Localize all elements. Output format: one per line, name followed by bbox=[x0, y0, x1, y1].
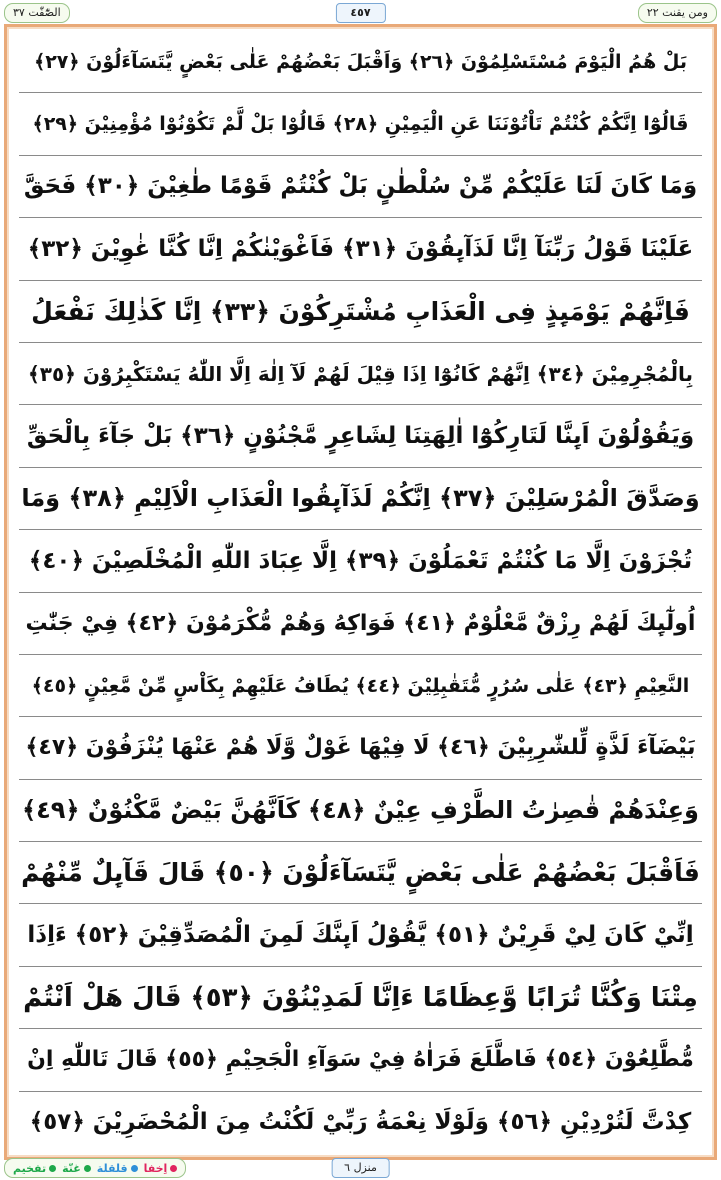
verse-line: مُّطَّلِعُوْنَ ﴿٥٤﴾ فَاطَّلَعَ فَرَاٰهُ فِيْ سَوَآءِ الْجَحِيْمِ ﴿٥٥﴾ قَالَ تَاللّٰهِ اِنْ bbox=[19, 1029, 702, 1091]
verse-line: فَاَقْبَلَ بَعْضُهُمْ عَلٰى بَعْضٍ يَّتَسَآءَلُوْنَ ﴿٥٠﴾ قَالَ قَآىِٕلٌ مِّنْهُمْ bbox=[19, 842, 702, 904]
verse-lines bbox=[19, 31, 702, 1153]
legend-dot-icon bbox=[84, 1165, 91, 1172]
juz-name-tag: ومن يقنت ٢٢ bbox=[638, 3, 717, 23]
legend-item-qalqala bbox=[97, 1162, 138, 1175]
tajweed-legend bbox=[4, 1158, 186, 1178]
verse-line: تُجْزَوْنَ اِلَّا مَا كُنْتُمْ تَعْمَلُوْنَ ﴿٣٩﴾ اِلَّا عِبَادَ اللّٰهِ الْمُخْلَصِيْنَ ﴿٤٠﴾ bbox=[19, 530, 702, 592]
mushaf-page-frame bbox=[4, 24, 717, 1160]
verse-line: بَلْ هُمُ الْيَوْمَ مُسْتَسْلِمُوْنَ ﴿٢٦﴾ وَاَقْبَلَ بَعْضُهُمْ عَلٰى بَعْضٍ يَّتَسَآءَلُوْنَ ﴿٢٧﴾ bbox=[19, 31, 702, 93]
legend-dot-icon bbox=[131, 1165, 138, 1172]
legend-item-tafkheem bbox=[13, 1162, 56, 1175]
legend-dot-icon bbox=[170, 1165, 177, 1172]
page-header bbox=[0, 0, 721, 24]
verse-line: قَالُوْٓا اِنَّكُمْ كُنْتُمْ تَاْتُوْنَنَا عَنِ الْيَمِيْنِ ﴿٢٨﴾ قَالُوْا بَلْ لَّمْ تَكُوْنُوْا مُؤْمِنِيْنَ ﴿٢٩﴾ bbox=[19, 93, 702, 155]
verse-line: اِنِّيْ كَانَ لِيْ قَرِيْنٌ ﴿٥١﴾ يَّقُوْلُ اَىِٕنَّكَ لَمِنَ الْمُصَدِّقِيْنَ ﴿٥٢﴾ ءَاِذَا bbox=[19, 904, 702, 966]
legend-item-ghunna bbox=[62, 1162, 91, 1175]
legend-label: اِخفا bbox=[143, 1161, 168, 1175]
verse-line: بِالْمُجْرِمِيْنَ ﴿٣٤﴾ اِنَّهُمْ كَانُوْٓا اِذَا قِيْلَ لَهُمْ لَآ اِلٰهَ اِلَّا اللّٰهُ يَسْتَكْبِرُوْنَ ﴿٣٥﴾ bbox=[19, 343, 702, 405]
manzil-tag: منزل ٦ bbox=[331, 1158, 390, 1178]
verse-line: كِدْتَّ لَتُرْدِيْنِ ﴿٥٦﴾ وَلَوْلَا نِعْمَةُ رَبِّيْ لَكُنْتُ مِنَ الْمُحْضَرِيْنَ ﴿٥٧﴾ bbox=[29, 1109, 692, 1136]
verse-line: عَلَيْنَا قَوْلُ رَبِّنَآ اِنَّا لَذَآىِٕقُوْنَ ﴿٣١﴾ فَاَغْوَيْنٰكُمْ اِنَّا كُنَّا غٰوِيْنَ ﴿٣٢﴾ bbox=[19, 218, 702, 280]
legend-label: قلقلة bbox=[96, 1161, 128, 1175]
page-footer bbox=[0, 1155, 721, 1180]
legend-item-ikhfa bbox=[144, 1162, 178, 1175]
verse-line: وَيَقُوْلُوْنَ اَىِٕنَّا لَتَارِكُوْٓا اٰلِهَتِنَا لِشَاعِرٍ مَّجْنُوْنٍ ﴿٣٦﴾ بَلْ جَآءَ بِالْحَقِّ bbox=[19, 405, 702, 467]
legend-label: غنّة bbox=[62, 1161, 81, 1175]
verse-line: مِتْنَا وَكُنَّا تُرَابًا وَّعِظَامًا ءَاِنَّا لَمَدِيْنُوْنَ ﴿٥٣﴾ قَالَ هَلْ اَنْتُمْ bbox=[19, 967, 702, 1029]
verse-line: بَيْضَآءَ لَذَّةٍ لِّلشّٰرِبِيْنَ ﴿٤٦﴾ لَا فِيْهَا غَوْلٌ وَّلَا هُمْ عَنْهَا يُنْزَفُوْنَ ﴿٤٧﴾ bbox=[19, 717, 702, 779]
verse-line: وَمَا كَانَ لَنَا عَلَيْكُمْ مِّنْ سُلْطٰنٍ بَلْ كُنْتُمْ قَوْمًا طٰغِيْنَ ﴿٣٠﴾ فَحَقَّ bbox=[19, 156, 702, 218]
legend-label: تفخيم bbox=[13, 1161, 47, 1175]
surah-name-tag: الصّٰٓفّٰت ٣٧ bbox=[4, 3, 70, 23]
verse-line: وَصَدَّقَ الْمُرْسَلِيْنَ ﴿٣٧﴾ اِنَّكُمْ لَذَآىِٕقُوا الْعَذَابِ الْاَلِيْمِ ﴿٣٨﴾ وَمَا bbox=[19, 468, 702, 530]
legend-dot-icon bbox=[49, 1165, 56, 1172]
page-number: ٤٥٧ bbox=[335, 3, 385, 23]
verse-line: فَاِنَّهُمْ يَوْمَىِٕذٍ فِى الْعَذَابِ مُشْتَرِكُوْنَ ﴿٣٣﴾ اِنَّا كَذٰلِكَ نَفْعَلُ bbox=[19, 281, 702, 343]
verse-line: اُولٰٓىِٕكَ لَهُمْ رِزْقٌ مَّعْلُوْمٌ ﴿٤١﴾ فَوَاكِهُ وَهُمْ مُّكْرَمُوْنَ ﴿٤٢﴾ فِيْ جَنّٰتِ bbox=[19, 593, 702, 655]
verse-line: وَعِنْدَهُمْ قٰصِرٰتُ الطَّرْفِ عِيْنٌ ﴿٤٨﴾ كَاَنَّهُنَّ بَيْضٌ مَّكْنُوْنٌ ﴿٤٩﴾ bbox=[19, 780, 702, 842]
verse-line: النَّعِيْمِ ﴿٤٣﴾ عَلٰى سُرُرٍ مُّتَقٰبِلِيْنَ ﴿٤٤﴾ يُطَافُ عَلَيْهِمْ بِكَاْسٍ مِّنْ مَّعِيْنٍ ﴿٤٥﴾ bbox=[19, 655, 702, 717]
